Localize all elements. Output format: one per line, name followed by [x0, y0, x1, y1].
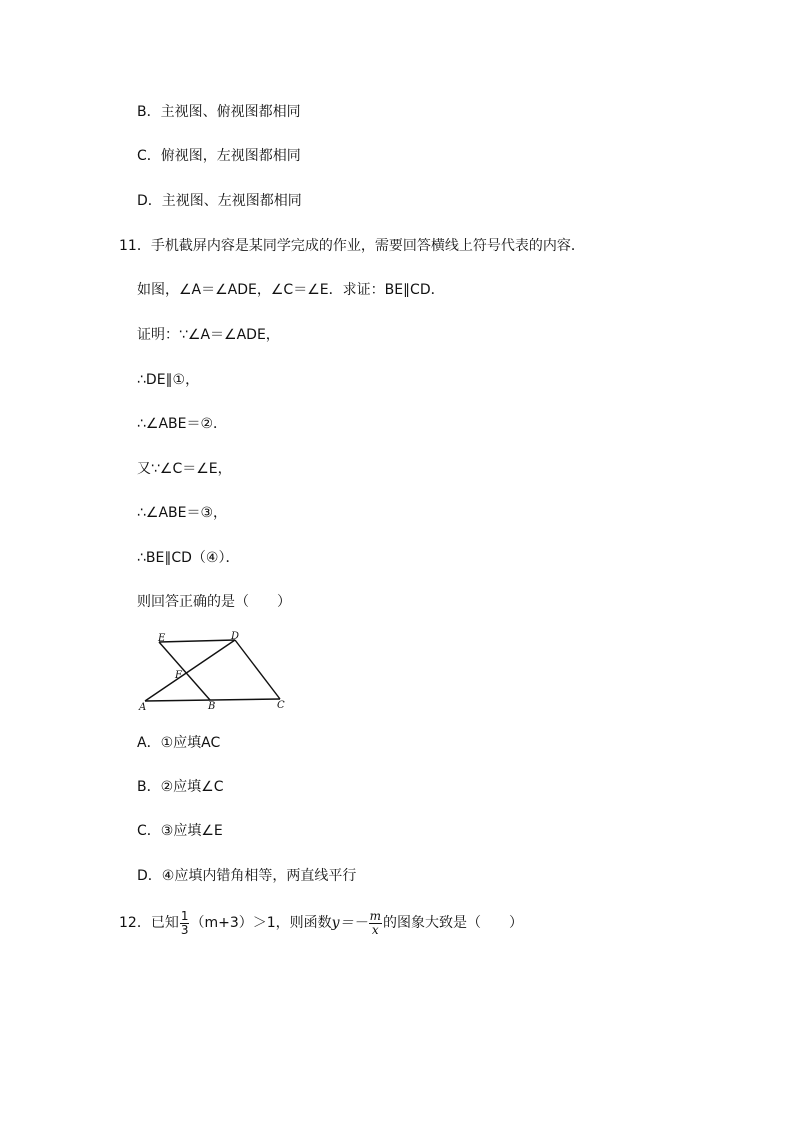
given-statement: 如图，∠A＝∠ADE，∠C＝∠E．求证：BE∥CD．: [137, 282, 445, 298]
question-number: 11．: [119, 238, 151, 254]
q12-prefix: 已知: [150, 915, 179, 931]
q12-suffix: 的图象大致是（ ）: [382, 915, 523, 931]
segment-ad: [145, 640, 235, 701]
option-d-q11: D．④应填内错角相等，两直线平行: [137, 868, 357, 884]
question-text: 手机截屏内容是某同学完成的作业，需要回答横线上符号代表的内容．: [150, 238, 585, 254]
label-e: E: [158, 633, 166, 644]
proof-line-5: ∴∠ABE＝③，: [137, 505, 228, 521]
proof-line-2: ∴DE∥①，: [137, 372, 200, 388]
fraction-denominator-x: x: [371, 922, 379, 937]
question-12-stem: [119, 905, 523, 941]
label-a: A: [139, 702, 147, 713]
function-lhs: y＝－: [331, 915, 368, 931]
label-f: F: [175, 670, 182, 681]
question-number: 12．: [119, 915, 151, 931]
label-d: D: [231, 631, 240, 642]
question-11-stem: [119, 236, 585, 256]
proof-line-4: 又∵∠C＝∠E，: [137, 461, 232, 477]
segment-dc: [235, 640, 280, 699]
segment-ed: [159, 640, 235, 642]
question-ask: 则回答正确的是（ ）: [137, 594, 291, 610]
fraction-m-over-x: [369, 910, 382, 937]
fraction-numerator-m: m: [369, 908, 381, 923]
fraction-numerator: 1: [180, 908, 189, 923]
label-c: C: [277, 700, 285, 711]
option-b-q11: B．②应填∠C: [137, 779, 224, 795]
fraction-denominator: 3: [180, 922, 189, 937]
fraction-one-third: [180, 910, 190, 937]
geometry-figure: [134, 628, 294, 714]
option-d-q10: D．主视图、左视图都相同: [137, 193, 302, 209]
proof-line-3: ∴∠ABE＝②．: [137, 416, 228, 432]
option-b-q10: B．主视图、俯视图都相同: [137, 104, 301, 120]
segment-eb: [159, 642, 210, 700]
label-b: B: [208, 701, 216, 712]
proof-line-6: ∴BE∥CD（④）．: [137, 550, 240, 566]
option-a-q11: A．①应填AC: [137, 735, 221, 751]
option-c-q11: C．③应填∠E: [137, 823, 223, 839]
option-c-q10: C．俯视图，左视图都相同: [137, 148, 301, 164]
q12-middle: （m+3）＞1，则函数: [190, 915, 332, 931]
proof-line-1: 证明：∵∠A＝∠ADE，: [137, 327, 280, 343]
